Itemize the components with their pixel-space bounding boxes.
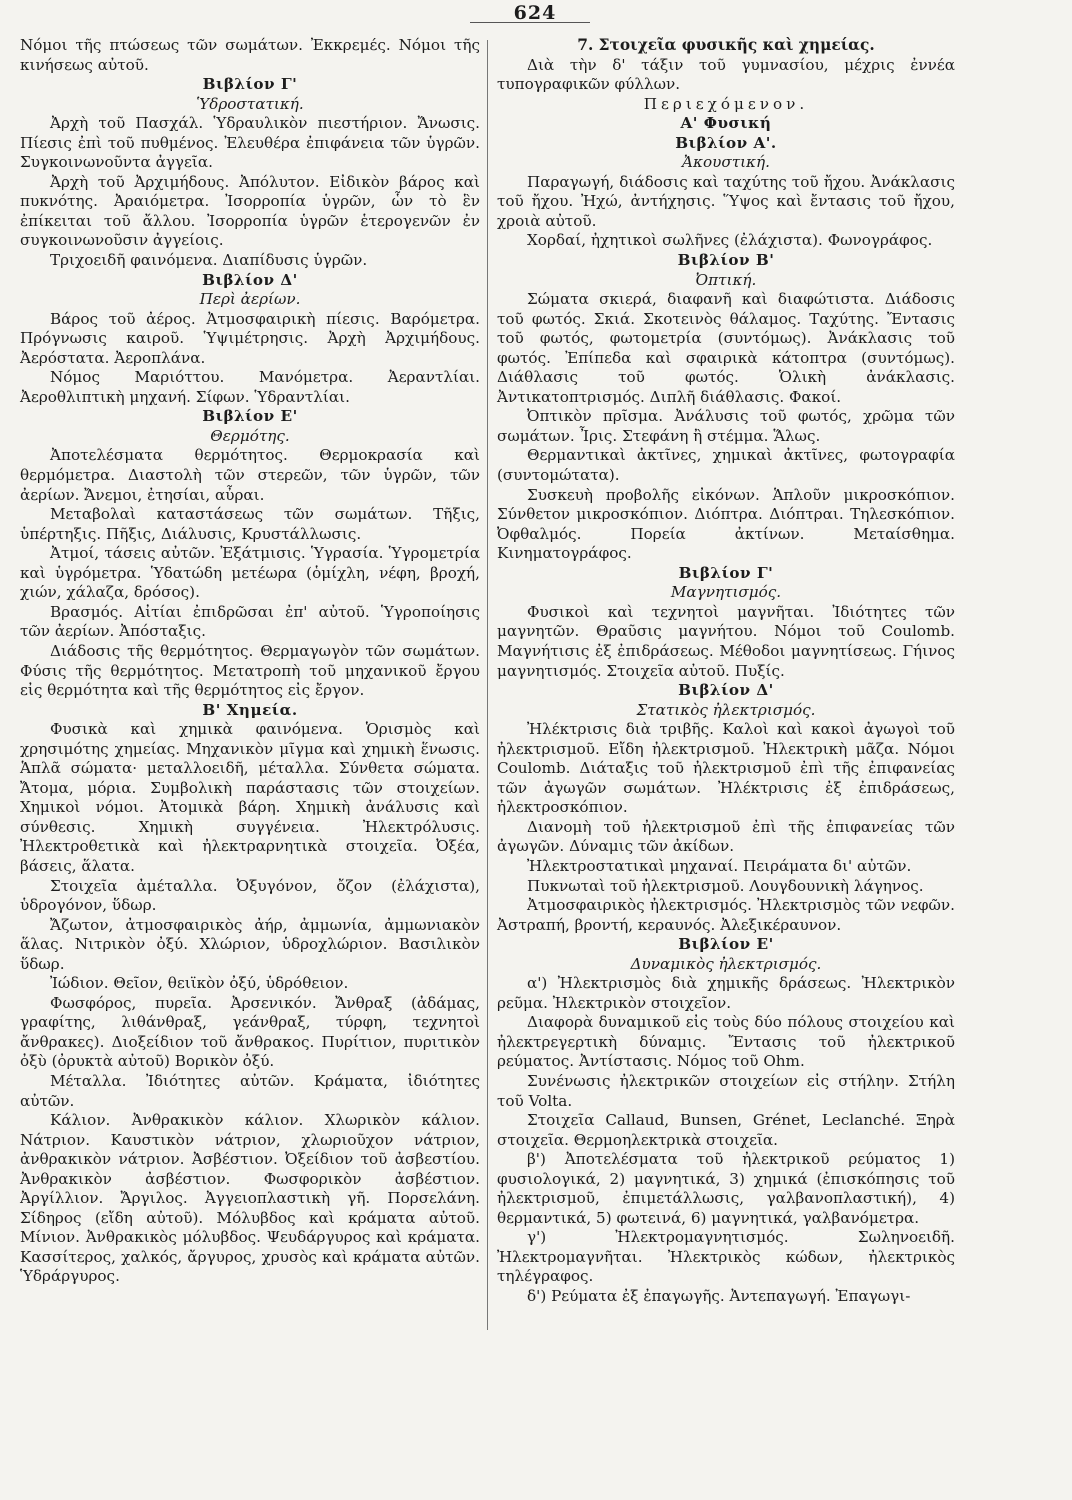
book-heading: Βιβλίον Β' — [677, 251, 775, 270]
paragraph: Ἀτμοσφαιρικὸς ἠλεκτρισμός. Ἠλεκτρισμὸς τῶν νεφῶν. Ἀστραπή, βροντή, κεραυνός. Ἀλεξικέραυνον. — [497, 896, 955, 934]
contents-heading: Περιεχόμενον. — [643, 94, 809, 113]
paragraph: Πυκνωταὶ τοῦ ἠλεκτρισμοῦ. Λουγδουνικὴ λάγηνος. — [527, 876, 924, 895]
section-subheading: Στατικὸς ἠλεκτρισμός. — [636, 700, 816, 719]
paragraph: Συνένωσις ἠλεκτρικῶν στοιχείων εἰς στήλην. Στήλη τοῦ Volta. — [497, 1071, 955, 1110]
header-rule — [470, 22, 590, 23]
paragraph: Φυσικὰ καὶ χημικὰ φαινόμενα. Ὁρισμὸς καὶ χρησιμότης χημείας. Μηχανικὸν μῖγμα καὶ χημικὴ ἕνωσις. Ἁπλᾶ σώματα· μεταλλοειδῆ, μέταλλα. Σύνθετα σώματα. Ἄτομα, μόρια. Συμβολικὴ παράστασις τῶν στοιχείων. Χημικοὶ νόμοι. Ἀτομικὰ βάρη. Χημικὴ ἀνάλυσις καὶ σύνθεσις. Χημικὴ συγγένεια. Ἠλεκτρόλυσις. Ἠλεκτροθετικὰ καὶ ἠλεκτραρνητικὰ στοιχεῖα. Ὀξέα, βάσεις, ἅλατα. — [20, 720, 480, 875]
section-subheading: Περὶ ἀερίων. — [199, 290, 301, 309]
paragraph: γ') Ἠλεκτρομαγνητισμός. Σωληνοειδῆ. Ἠλεκτρομαγνῆται. Ἠλεκτρικὸς κώδων, ἠλεκτρικὸς τηλέγραφος. — [497, 1228, 955, 1286]
section-subheading: Θερμότης. — [210, 426, 290, 445]
paragraph: β') Ἀποτελέσματα τοῦ ἠλεκτρικοῦ ρεύματος 1) φυσιολογικά, 2) μαγνητικά, 3) χημικά (ἐπισκόπησις τοῦ ἠλεκτρισμοῦ, ἐπιμετάλλωσις, γαλβανοπλαστική), 4) θερμαντικά, 5) φωτεινά, 6) μαγνητικά, γαλβανόμετρα. — [497, 1150, 955, 1227]
section-subheading: Μαγνητισμός. — [670, 583, 782, 602]
paragraph: Ἀρχὴ τοῦ Πασχάλ. Ὑδραυλικὸν πιεστήριον. Ἄνωσις. Πίεσις ἐπὶ τοῦ πυθμένος. Ἐλευθέρα ἐπιφάνεια τῶν ὑγρῶν. Συγκοινωνοῦντα ἀγγεῖα. — [20, 114, 480, 172]
paragraph: δ') Ρεύματα ἐξ ἐπαγωγῆς. Ἀντεπαγωγή. Ἐπαγωγι- — [527, 1287, 911, 1305]
book-heading: Βιβλίον Γ' — [678, 563, 774, 582]
book-heading: Βιβλίον Α'. — [675, 133, 777, 152]
paragraph: Μεταβολαὶ καταστάσεως τῶν σωμάτων. Τῆξις, ὑπέρτηξις. Πῆξις, Διάλυσις, Κρυστάλλωσις. — [20, 505, 480, 543]
paragraph: Ἠλεκτροστατικαὶ μηχαναί. Πειράματα δι' αὐτῶν. — [527, 856, 912, 875]
section-subheading: Ἀκουστική. — [682, 153, 770, 172]
paragraph: Ἠλέκτρισις διὰ τριβῆς. Καλοὶ καὶ κακοὶ ἀγωγοὶ τοῦ ἠλεκτρισμοῦ. Εἴδη ἠλεκτρισμοῦ. Ἠλεκτρικὴ μᾶζα. Νόμοι Coulomb. Διάταξις τοῦ ἠλεκτρισμοῦ ἐπὶ τῆς ἐπιφανείας τῶν ἀγωγῶν σωμάτων. Ἠλέκτρισις ἐξ ἐπιδράσεως, ἠλεκτροσκόπιον. — [497, 720, 955, 817]
book-heading: Βιβλίον Δ' — [202, 270, 298, 289]
paragraph: Θερμαντικαὶ ἀκτῖνες, χημικαὶ ἀκτῖνες, φωτογραφία (συντομώτατα). — [497, 446, 955, 485]
section-title: 7. Στοιχεῖα φυσικῆς καὶ χημείας. — [577, 36, 875, 54]
paragraph: Διάδοσις τῆς θερμότητος. Θερμαγωγὸν τῶν σωμάτων. Φύσις τῆς θερμότητος. Μετατροπὴ τοῦ μηχανικοῦ ἔργου εἰς θερμότητα καὶ τῆς θερμότητος εἰς ἔργον. — [20, 641, 480, 700]
paragraph: Τριχοειδῆ φαινόμενα. Διαπίδυσις ὑγρῶν. — [50, 251, 368, 270]
paragraph: Διαφορὰ δυναμικοῦ εἰς τοὺς δύο πόλους στοιχείου καὶ ἠλεκτρεγερτικὴ δύναμις. Ἔντασις τοῦ ἠλεκτρικοῦ ρεύματος. Ἀντίστασις. Νόμος τοῦ Ohm. — [497, 1013, 955, 1071]
paragraph: Ἰώδιον. Θεῖον, θειϊκὸν ὀξύ, ὑδρόθειον. — [50, 974, 349, 993]
section-subheading: Ὀπτική. — [695, 270, 757, 289]
paragraph: Μέταλλα. Ἰδιότητες αὐτῶν. Κράματα, ἰδιότητες αὐτῶν. — [20, 1071, 480, 1110]
paragraph: Ἀρχὴ τοῦ Ἀρχιμήδους. Ἀπόλυτον. Εἰδικὸν βάρος καὶ πυκνότης. Ἀραιόμετρα. Ἰσορροπία ὑγρῶν, ὧν τὸ ἓν ἐπίκειται τοῦ ἄλλου. Ἰσορροπία ὑγρῶν ἑτερογενῶν ἐν συγκοινωνοῦσιν ἀγγείοις. — [20, 172, 480, 250]
page-number: 624 — [513, 2, 557, 24]
book-heading: Β' Χημεία. — [202, 700, 298, 719]
right-column — [497, 36, 955, 1307]
paragraph: Διὰ τὴν δ' τάξιν τοῦ γυμνασίου, μέχρις ἐννέα τυπογραφικῶν φύλλων. — [497, 55, 955, 94]
book-heading: Βιβλίον Γ' — [202, 75, 298, 94]
book-heading: Βιβλίον Δ' — [678, 681, 774, 700]
left-column — [20, 36, 480, 1287]
paragraph: Στοιχεῖα ἀμέταλλα. Ὀξυγόνον, ὄζον (ἐλάχιστα), ὑδρογόνον, ὕδωρ. — [20, 876, 480, 915]
book-heading: Α' Φυσική — [680, 114, 772, 133]
paragraph: Ἀτμοί, τάσεις αὐτῶν. Ἐξάτμισις. Ὑγρασία. Ὑγρομετρία καὶ ὑγρόμετρα. Ὑδατώδη μετέωρα (ὁμίχλη, νέφη, βροχή, χιών, χάλαζα, δρόσος). — [20, 544, 480, 602]
paragraph: Βάρος τοῦ ἀέρος. Ἀτμοσφαιρικὴ πίεσις. Βαρόμετρα. Πρόγνωσις καιροῦ. Ὑψιμέτρησις. Ἀρχὴ Ἀρχιμήδους. Ἀερόστατα. Ἀεροπλάνα. — [20, 309, 480, 367]
paragraph: Σώματα σκιερά, διαφανῆ καὶ διαφώτιστα. Διάδοσις τοῦ φωτός. Σκιά. Σκοτεινὸς θάλαμος. Ταχύτης. Ἔντασις τοῦ φωτός, φωτομετρία (συντόμως). Ἀνάκλασις τοῦ φωτός. Ἐπίπεδα καὶ σφαιρικὰ κάτοπτρα (συντόμως). Διάθλασις τοῦ φωτός. Ὁλικὴ ἀνάκλασις. Ἀντικατοπτρισμός. Διπλῆ διάθλασις. Φακοί. — [497, 290, 955, 406]
paragraph: Διανομὴ τοῦ ἠλεκτρισμοῦ ἐπὶ τῆς ἐπιφανείας τῶν ἀγωγῶν. Δύναμις τῶν ἀκίδων. — [497, 817, 955, 856]
paragraph: Ἀποτελέσματα θερμότητος. Θερμοκρασία καὶ θερμόμετρα. Διαστολὴ τῶν στερεῶν, τῶν ὑγρῶν, τῶν ἀερίων. Ἄνεμοι, ἐτησίαι, αὖραι. — [20, 446, 480, 504]
paragraph: Συσκευὴ προβολῆς εἰκόνων. Ἁπλοῦν μικροσκόπιον. Σύνθετον μικροσκόπιον. Διόπτρα. Διόπτραι. Τηλεσκόπιον. Ὀφθαλμός. Πορεία ἀκτίνων. Μεταίσθημα. Κινηματογράφος. — [497, 485, 955, 563]
paragraph: Ὀπτικὸν πρῖσμα. Ἀνάλυσις τοῦ φωτός, χρῶμα τῶν σωμάτων. Ἶρις. Στεφάνη ἢ στέμμα. Ἅλως. — [497, 407, 955, 445]
paragraph: Ἄζωτον, ἀτμοσφαιρικὸς ἀήρ, ἀμμωνία, ἀμμωνιακὸν ἅλας. Νιτρικὸν ὀξύ. Χλώριον, ὑδροχλώριον. Βασιλικὸν ὕδωρ. — [20, 915, 480, 973]
paragraph: Κάλιον. Ἀνθρακικὸν κάλιον. Χλωρικὸν κάλιον. Νάτριον. Καυστικὸν νάτριον, χλωριοῦχον νάτριον, ἀνθρακικὸν νάτριον. Ἀσβέστιον. Ὀξείδιον τοῦ ἀσβεστίου. Ἀνθρακικὸν ἀσβέστιον. Φωσφορικὸν ἀσβέστιον. Ἀργίλλιον. Ἄργιλος. Ἀγγειοπλαστικὴ γῆ. Πορσελάνη. Σίδηρος (εἴδη αὐτοῦ). Μόλυβδος καὶ κράματα αὐτοῦ. Μίνιον. Ἀνθρακικὸς μόλυβδος. Ψευδάργυρος καὶ κράματα. Κασσίτερος, χαλκός, ἄργυρος, χρυσὸς καὶ κράματα αὐτῶν. Ὑδράργυρος. — [20, 1111, 480, 1286]
paragraph: Νόμος Μαριόττου. Μανόμετρα. Ἀεραντλίαι. Ἀεροθλιπτικὴ μηχανή. Σίφων. Ὑδραντλίαι. — [20, 368, 480, 406]
book-heading: Βιβλίον Ε' — [678, 935, 774, 954]
paragraph: Στοιχεῖα Callaud, Bunsen, Grénet, Leclanché. Ξηρὰ στοιχεῖα. Θερμοηλεκτρικὰ στοιχεῖα. — [497, 1111, 955, 1149]
paragraph: Φωσφόρος, πυρεῖα. Ἀρσενικόν. Ἄνθραξ (ἀδάμας, γραφίτης, λιθάνθραξ, γεάνθραξ, τύρφη, τεχνητοὶ ἄνθρακες). Διοξείδιον τοῦ ἄνθρακος. Πυρίτιον, πυριτικὸν ὀξὺ (ὀρυκτὰ αὐτοῦ) Βορικὸν ὀξύ. — [20, 993, 480, 1071]
paragraph: Βρασμός. Αἰτίαι ἐπιδρῶσαι ἐπ' αὐτοῦ. Ὑγροποίησις τῶν ἀερίων. Ἀπόσταξις. — [20, 602, 480, 641]
paragraph: Φυσικοὶ καὶ τεχνητοὶ μαγνῆται. Ἰδιότητες τῶν μαγνητῶν. Θραῦσις μαγνήτου. Νόμοι τοῦ Coulomb. Μαγνήτισις ἐξ ἐπιδράσεως. Μέθοδοι μαγνητίσεως. Γήινος μαγνητισμός. Στοιχεῖα αὐτοῦ. Πυξίς. — [497, 602, 955, 680]
paragraph: Παραγωγή, διάδοσις καὶ ταχύτης τοῦ ἤχου. Ἀνάκλασις τοῦ ἤχου. Ἠχώ, ἀντήχησις. Ὕψος καὶ ἔντασις τοῦ ἤχου, χροιὰ αὐτοῦ. — [497, 172, 955, 230]
section-subheading: Δυναμικὸς ἠλεκτρισμός. — [630, 954, 822, 973]
column-divider — [487, 40, 488, 1330]
paragraph: Νόμοι τῆς πτώσεως τῶν σωμάτων. Ἐκκρεμές. Νόμοι τῆς κινήσεως αὐτοῦ. — [20, 36, 480, 74]
book-heading: Βιβλίον Ε' — [202, 407, 298, 426]
section-subheading: Ὑδροστατική. — [196, 94, 304, 113]
paragraph: Χορδαί, ἠχητικοὶ σωλῆνες (ἐλάχιστα). Φωνογράφος. — [527, 231, 933, 250]
paragraph: α') Ἠλεκτρισμὸς διὰ χημικῆς δράσεως. Ἠλεκτρικὸν ρεῦμα. Ἠλεκτρικὸν στοιχεῖον. — [497, 974, 955, 1012]
